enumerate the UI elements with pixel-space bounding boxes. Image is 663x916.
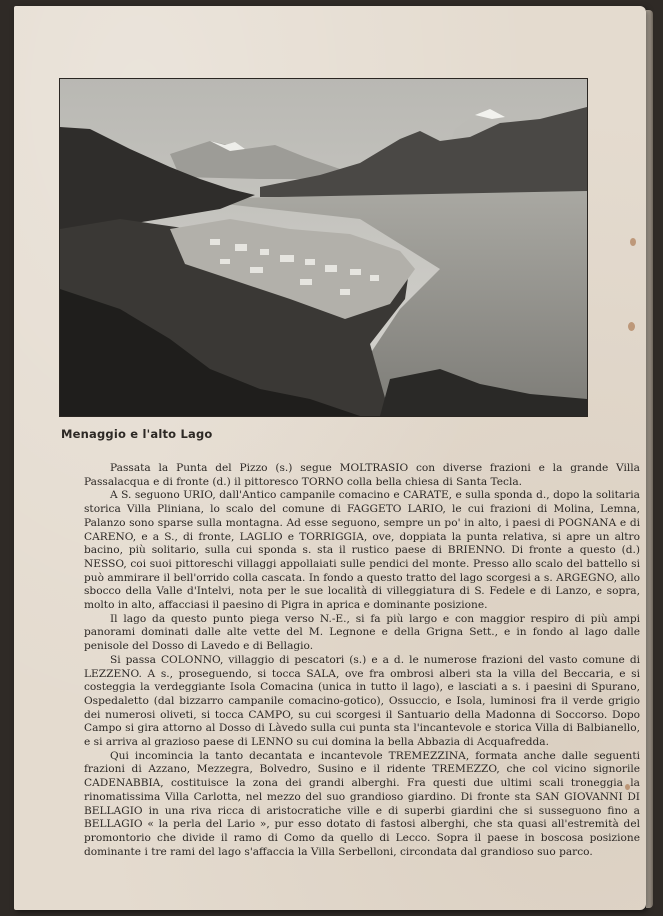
lake-photograph xyxy=(59,78,588,417)
paragraph: A S. seguono URIO, dall'Antico campanile comacino e CARATE, e sulla sponda d., dopo la solitaria storica Villa Pliniana, lo scalo del comune di FAGGETO LARIO, le cui frazioni di Molina, Lemna, Palanzo sono sparse sulla montagna. Ad esse seguono, sempre un po' in alto, i paesi di POGNANA e di CARENO, e a S., di fronte, LAGLIO e TORRIGGIA, ove, doppiata la punta relativa, si apre un altro bacino, più solitario, sulla cui sponda s. sta il rustico paese di BRIENNO. Di fronte a questo (d.) NESSO, coi suoi pittoreschi villaggi appollaiati sulle pendici del monte. Presso allo scalo del battello si può ammirare il bell'orrido colla cascata. In fondo a questo tratto del lago scorgesi a s. ARGEGNO, allo sbocco della Valle d'Intelvi, nota per le sue località di villeggiatura di S. Fedele e di Lanzo, e sopra, molto in alto, affacciasi il paesino di Pigra in aprica e dominante posizione. xyxy=(84,489,640,612)
photo-caption: Menaggio e l'alto Lago xyxy=(61,427,213,441)
paragraph: Passata la Punta del Pizzo (s.) segue MOLTRASIO con diverse frazioni e la grande Villa Passalacqua e di fronte (d.) il pittoresco TORNO colla bella chiesa di Santa Tecla. xyxy=(84,462,640,488)
paragraph: Qui incomincia la tanto decantata e incantevole TREMEZZINA, formata anche dalle seguenti frazioni di Azzano, Mezzegra, Bolvedro, Susino e il ridente TREMEZZO, che col vicino signorile CADENABBIA, costituisce la zona dei grandi alberghi. Fra questi due ultimi scali troneggia la rinomatissima Villa Carlotta, nel mezzo del suo grandioso giardino. Di fronte sta SAN GIOVANNI DI BELLAGIO in una riva ricca di aristocratiche ville e di superbi giardini che si susseguono fino a BELLAGIO « la perla del Lario », pur esso dotato di fastosi alberghi, che sta quasi all'estremità del promontorio che divide il ramo di Como da quello di Lecco. Sopra il paese in boscosa posizione dominante i tre rami del lago s'affaccia la Villa Serbelloni, circondata dal grandioso suo parco. xyxy=(84,749,640,858)
foxing-stain xyxy=(630,238,636,246)
paragraph: Si passa COLONNO, villaggio di pescatori (s.) e a d. le numerose frazioni del vasto comune di LEZZENO. A s., proseguendo, si tocca SALA, ove fra ombrosi alberi sta la villa del Beccaria, e si costeggia la verdeggiante Isola Comacina (unica in tutto il lago), e lasciati a s. i paesini di Spurano, Ospedaletto (dal bizzarro campanile comacino-gotico), Ossuccio, e Isola, luminosi fra il verde grigio dei numerosi oliveti, si tocca CAMPO, su cui scorgesi il Santuario della Madonna di Soccorso. Dopo Campo si gira attorno al Dosso di Làvedo sulla cui punta sta l'incantevole e storica Villa di Balbianello, e si arriva al grazioso paese di LENNO su cui domina la bella Abbazia di Acquafredda. xyxy=(84,653,640,749)
page-fore-edge xyxy=(646,10,653,908)
paragraph: Il lago da questo punto piega verso N.-E., si fa più largo e con maggior respiro di più ampi panorami dominati dalle alte vette del M. Legnone e della Grigna Sett., e in fondo al lago dalle penisole del Dosso di Lavedo e di Bellagio. xyxy=(84,612,640,653)
foxing-stain xyxy=(628,322,635,331)
guide-text xyxy=(84,462,640,859)
menaggio-landscape-image xyxy=(60,79,587,416)
